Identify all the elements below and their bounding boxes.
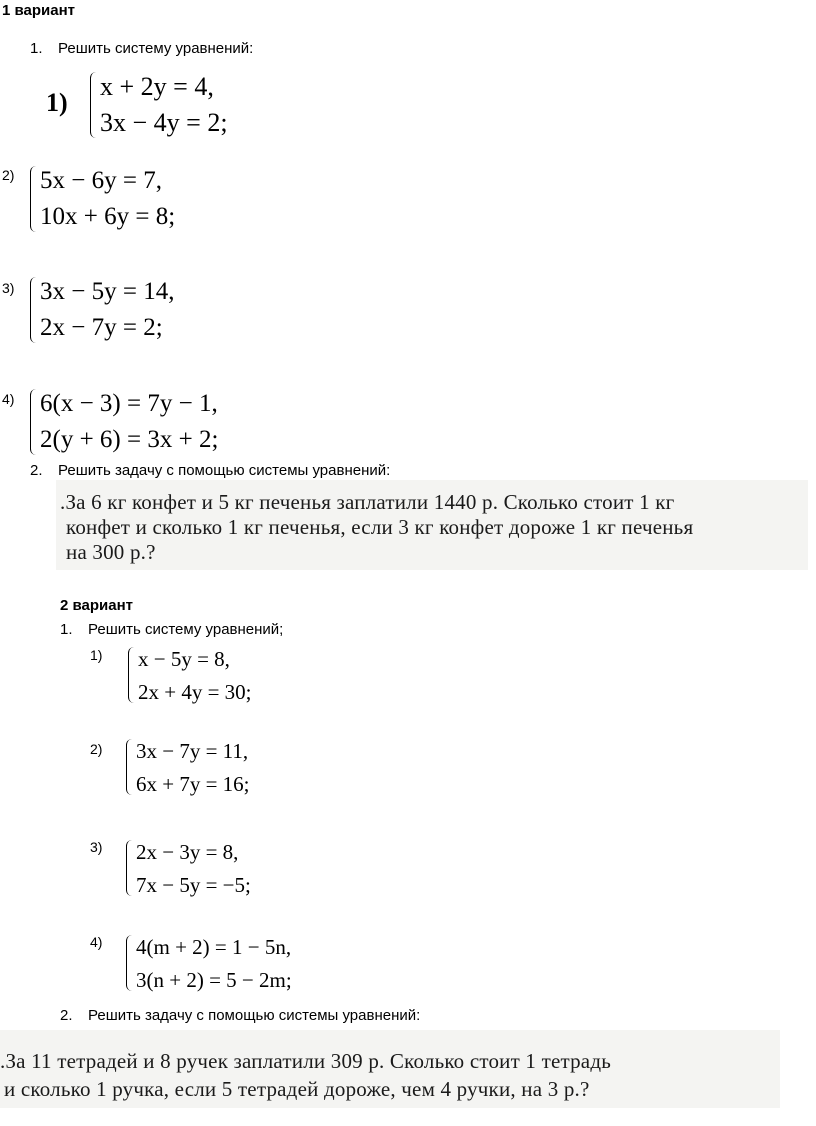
task-number: 2. [60, 1007, 73, 1024]
system-label: 2) [90, 741, 103, 757]
equation: 6x + 7y = 16; [136, 772, 250, 796]
system-brace [30, 166, 39, 232]
equation: x + 2y = 4, [100, 72, 214, 101]
equation: 2x − 7y = 2; [40, 314, 163, 341]
equation-system [126, 737, 296, 799]
equation-system [126, 933, 346, 995]
equation-system [30, 164, 230, 238]
system-brace [30, 389, 39, 455]
equation: x − 5y = 8, [138, 647, 230, 671]
equation: 3x − 7y = 11, [136, 739, 249, 763]
variant2-heading: 2 вариант [60, 597, 134, 614]
system-brace [128, 647, 137, 703]
task-text: Решить задачу с помощью системы уравнений: [88, 1007, 421, 1024]
equation: 2x − 3y = 8, [136, 840, 239, 864]
task-text: Решить задачу с помощью системы уравнений: [58, 462, 391, 479]
equation: 4(m + 2) = 1 − 5n, [136, 935, 292, 959]
system-brace [126, 840, 135, 896]
equation-system [128, 645, 288, 707]
system-brace [126, 935, 135, 991]
problem-line: на 300 р.? [66, 540, 156, 564]
problem-line: и сколько 1 ручка, если 5 тетрадей дороже, чем 4 ручки, на 3 р.? [4, 1077, 590, 1101]
problem-line: .За 11 тетрадей и 8 ручек заплатили 309 р. Сколько стоит 1 тетрадь [0, 1049, 611, 1073]
problem-line: конфет и сколько 1 кг печенья, если 3 кг конфет дороже 1 кг печенья [66, 515, 694, 539]
equation: 7x − 5y = −5; [136, 873, 251, 897]
variant1-task1 [30, 40, 253, 57]
task-text: Решить систему уравнений; [88, 621, 284, 638]
variant1-problem [60, 490, 810, 565]
equation: 6(x − 3) = 7y − 1, [40, 390, 218, 417]
variant2-problem [0, 1047, 780, 1103]
equation: 5x − 6y = 7, [40, 167, 162, 194]
system-brace [126, 739, 135, 795]
system-label: 2) [2, 167, 15, 183]
equation-system [30, 275, 230, 349]
task-number: 2. [30, 462, 43, 479]
equation: 2x + 4y = 30; [138, 680, 252, 704]
variant1-task2 [30, 462, 390, 479]
variant2-task2 [60, 1007, 420, 1024]
system-label: 4) [2, 391, 15, 407]
task-number: 1. [30, 40, 43, 57]
variant1-heading: 1 вариант [2, 2, 76, 19]
system-label: 3) [2, 280, 15, 296]
problem-line: .За 6 кг конфет и 5 кг печенья заплатили 1440 р. Сколько стоит 1 кг [60, 490, 675, 514]
system-brace [90, 72, 99, 138]
system-label: 4) [90, 934, 103, 950]
equation: 10x + 6y = 8; [40, 203, 176, 230]
system-label: 1) [46, 88, 68, 117]
task-number: 1. [60, 621, 73, 638]
equation: 2(y + 6) = 3x + 2; [40, 426, 219, 453]
system-brace [30, 277, 39, 343]
variant2-task1 [60, 621, 283, 638]
equation-system [126, 838, 296, 900]
equation: 3x − 4y = 2; [100, 108, 228, 137]
task-text: Решить систему уравнений: [58, 40, 254, 57]
equation-system [90, 70, 290, 144]
equation: 3(n + 2) = 5 − 2m; [136, 968, 292, 992]
equation-system [30, 387, 290, 461]
system-label: 1) [90, 647, 103, 663]
system-label: 3) [90, 839, 103, 855]
equation: 3x − 5y = 14, [40, 278, 175, 305]
